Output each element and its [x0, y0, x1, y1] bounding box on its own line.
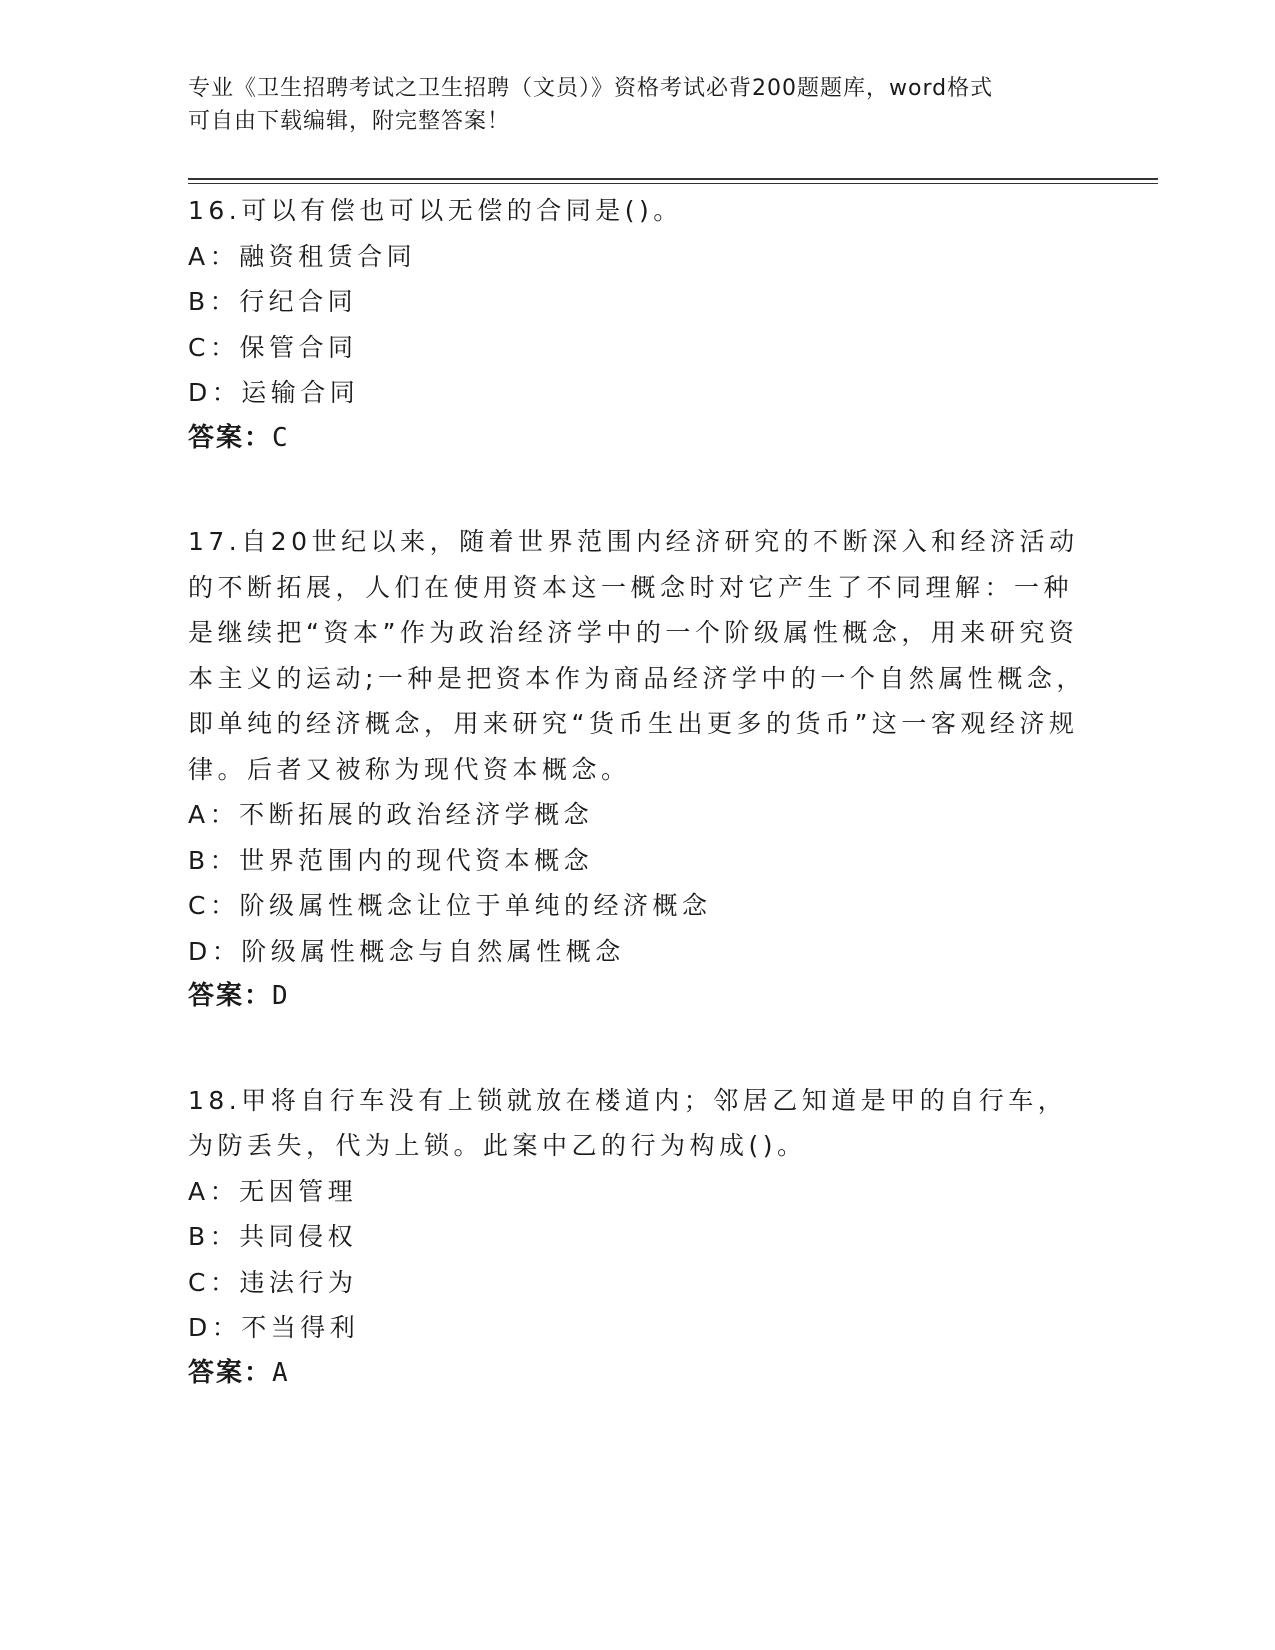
question-18 — [188, 1078, 1088, 1397]
header-line-2: 可自由下载编辑，附完整答案！ — [188, 109, 511, 134]
option-b: B：世界范围内的现代资本概念 — [188, 845, 594, 875]
answer-line — [188, 416, 1088, 462]
answer-value: C — [272, 422, 290, 453]
question-list — [188, 188, 1088, 1454]
question-text: 17.自20世纪以来，随着世界范围内经济研究的不断深入和经济活动的不断拓展，人们在使用资本这一概念时对它产生了不同理解：一种是继续把“资本”作为政治经济学中的一个阶级属性概念，用来研究资本主义的运动;一种是把资本作为商品经济学中的一个自然属性概念，即单纯的经济概念，用来研究“货币生出更多的货币”这一客观经济规律。后者又被称为现代资本概念。 — [188, 527, 1086, 784]
answer-label: 答案： — [188, 422, 273, 453]
answer-value: A — [272, 1357, 290, 1388]
answer-label: 答案： — [188, 981, 273, 1011]
answer-line — [188, 974, 1088, 1020]
answer-label: 答案： — [188, 1357, 273, 1388]
option-d: D：运输合同 — [188, 378, 360, 407]
answer-line — [188, 1351, 1088, 1397]
question-17 — [188, 519, 1088, 1020]
header-line-1: 专业《卫生招聘考试之卫生招聘（文员）》资格考试必背200题题库，word格式 — [188, 76, 994, 101]
answer-value: D — [272, 981, 290, 1011]
document-header — [188, 72, 1088, 138]
option-b: B：行纪合同 — [188, 287, 358, 316]
option-a: A：融资租赁合同 — [188, 241, 417, 271]
option-c: C：阶级属性概念让位于单纯的经济概念 — [188, 891, 712, 920]
header-divider-thick — [188, 178, 1158, 180]
question-16 — [188, 188, 1088, 461]
option-a: A：无因管理 — [188, 1176, 358, 1206]
option-c: C：违法行为 — [188, 1267, 358, 1297]
option-a: A：不断拓展的政治经济学概念 — [188, 800, 594, 829]
option-d: D：阶级属性概念与自然属性概念 — [188, 936, 625, 966]
question-text: 18.甲将自行车没有上锁就放在楼道内；邻居乙知道是甲的自行车，为防丢失，代为上锁。此案中乙的行为构成()。 — [188, 1085, 1068, 1160]
option-c: C：保管合同 — [188, 332, 358, 362]
question-text: 16.可以有偿也可以无偿的合同是()。 — [188, 196, 683, 225]
header-divider-thin — [188, 183, 1158, 184]
option-d: D：不当得利 — [188, 1313, 360, 1342]
option-b: B：共同侵权 — [188, 1222, 358, 1251]
